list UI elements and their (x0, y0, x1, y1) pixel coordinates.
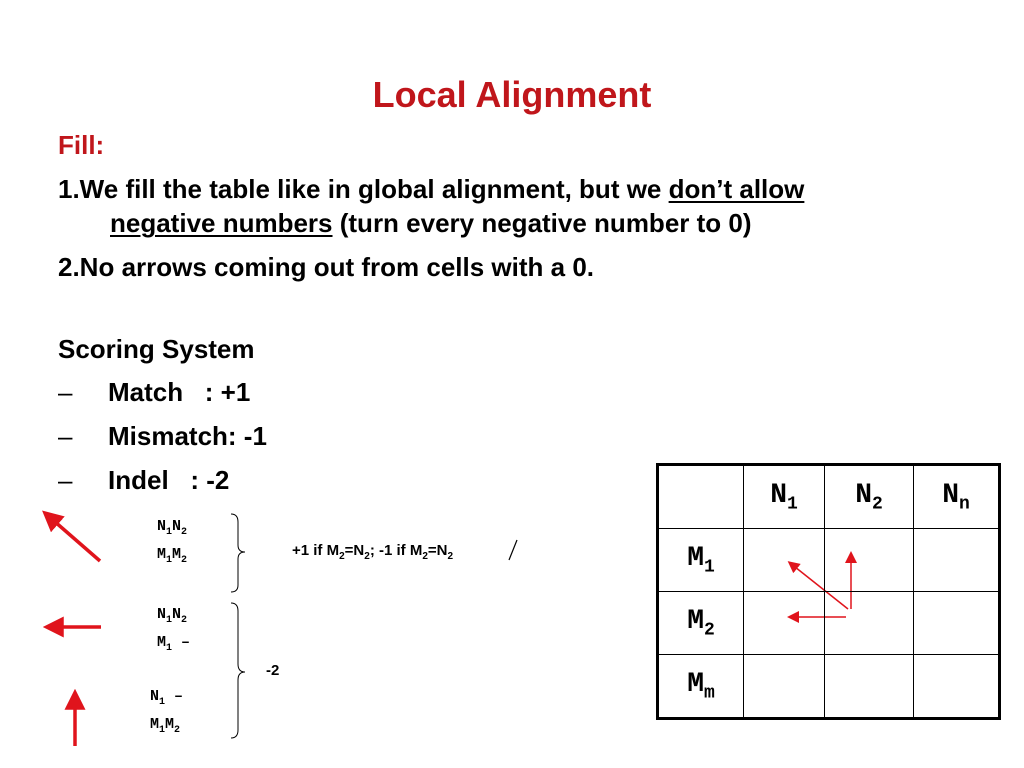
diag-bottom: $M_1M_2$ (157, 546, 188, 566)
row-header: $M_2$ (658, 592, 744, 655)
bullet-text: Indel : -2 (108, 465, 230, 495)
rule-1-underline-b: negative numbers (110, 208, 333, 238)
table-row (658, 655, 1000, 719)
table-cell (914, 655, 1000, 719)
scoring-title: Scoring System (58, 334, 255, 364)
row-header: $M_1$ (658, 529, 744, 592)
up-top: $N_1$ – (150, 688, 184, 708)
left-bottom: $M_1$ – (157, 634, 191, 654)
table-row (658, 592, 1000, 655)
slide-title: Local Alignment (372, 74, 652, 115)
bullet-text: Mismatch: -1 (108, 421, 267, 451)
col-header: $N_2$ (825, 465, 914, 529)
table-cell (825, 592, 914, 655)
indel-score-note: -2 (266, 662, 280, 679)
bullet-dash: – (58, 465, 73, 495)
table-cell (825, 529, 914, 592)
up-bottom: $M_1M_2$ (150, 716, 181, 736)
table-cell (744, 655, 825, 719)
left-top: $N_1N_2$ (157, 606, 188, 626)
diagonal-arrow-icon (46, 514, 100, 561)
col-header: $N_n$ (914, 465, 1000, 529)
rule-2: 2.No arrows coming out from cells with a 0. (58, 252, 594, 282)
rule-1-suffix: (turn every negative number to 0) (332, 208, 752, 238)
table-cell (914, 592, 1000, 655)
bullet-dash: – (58, 377, 73, 407)
table-cell (825, 655, 914, 719)
table-cell (744, 529, 825, 592)
bullet-text: Match : +1 (108, 377, 251, 407)
fill-label: Fill: (58, 130, 105, 160)
table-cell (914, 529, 1000, 592)
corner-cell (658, 465, 744, 529)
bullet-dash: – (58, 421, 73, 451)
table-row (658, 465, 1000, 529)
match-score-note: +1 if $M_2=N_2$; -1 if $M_2=N_2$ (292, 542, 454, 562)
diag-top: $N_1N_2$ (157, 518, 188, 538)
brace-icon (231, 514, 245, 592)
row-header: $M_m$ (658, 655, 744, 719)
rule-1-underline-a: don’t allow (668, 174, 805, 204)
rule-1-prefix: 1.We fill the table like in global alignment, but we (58, 174, 669, 204)
table-cell (744, 592, 825, 655)
dp-table (656, 463, 1001, 720)
not-equal-slash (509, 540, 517, 560)
col-header: $N_1$ (744, 465, 825, 529)
brace-icon (231, 603, 245, 738)
table-row (658, 529, 1000, 592)
